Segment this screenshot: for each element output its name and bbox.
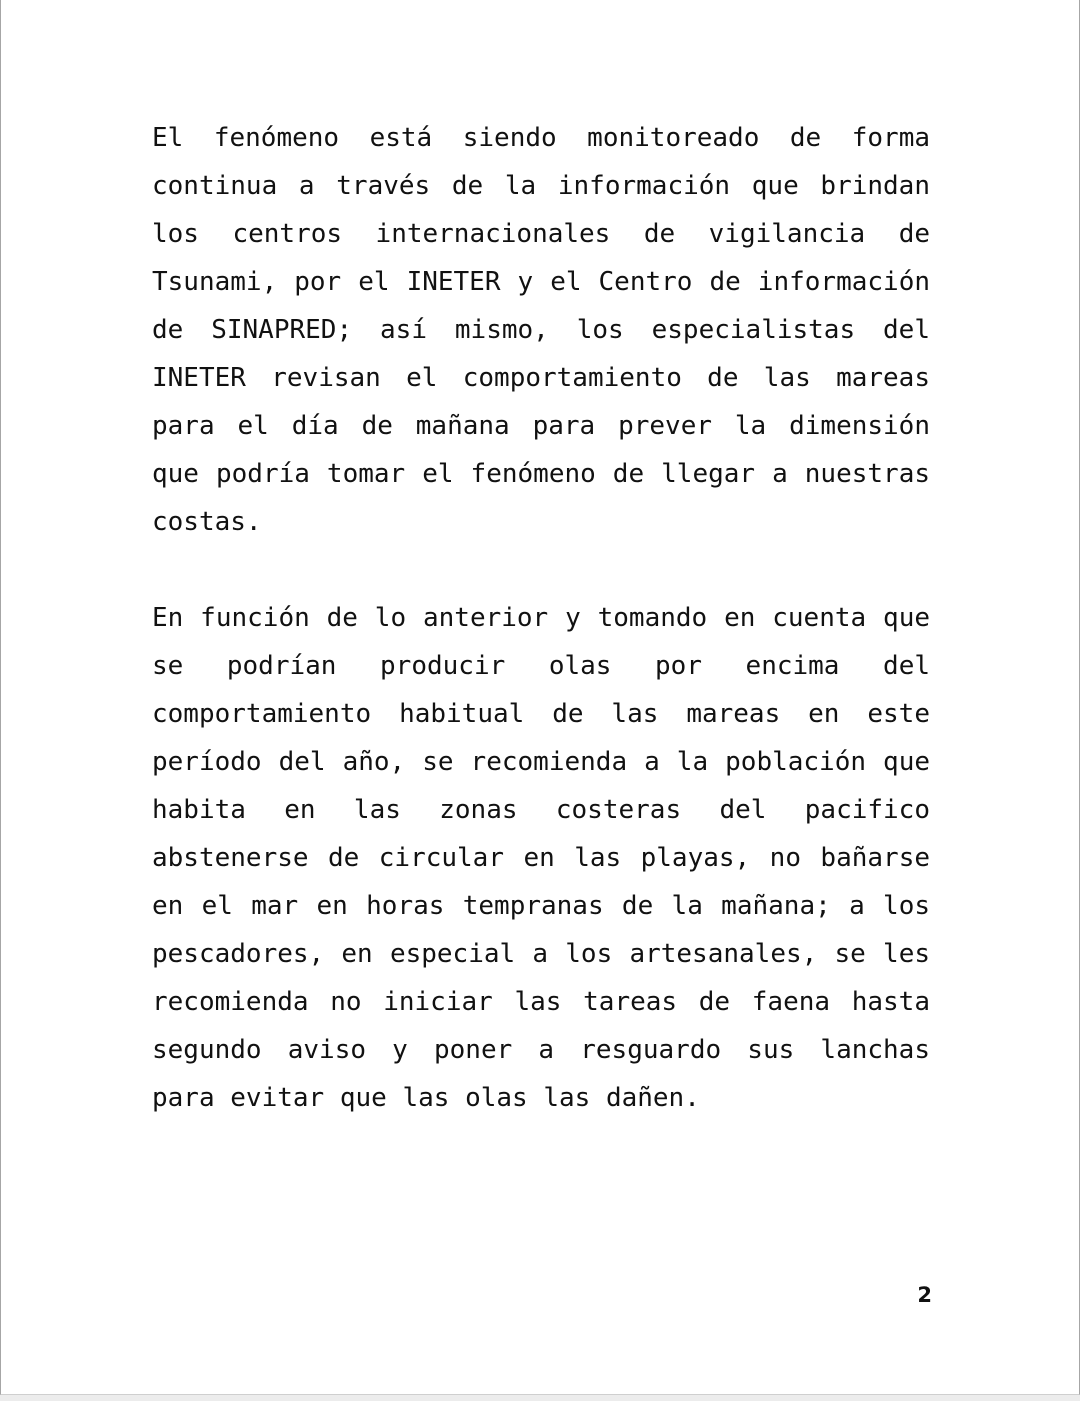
page-number: 2 bbox=[917, 1283, 932, 1307]
paragraph-recommendations: En función de lo anterior y tomando en cuenta que se podrían producir olas por encima del comportamiento habitual de las mareas en este período del año, se recomienda a la población que habita en las zonas costeras del pacifico abstenerse de circular en las playas, no bañarse en el mar en horas tempranas de la mañana; a los pescadores, en especial a los artesanales, se les recomienda no iniciar las tareas de faena hasta segundo aviso y poner a resguardo sus lanchas para evitar que las olas las dañen. bbox=[152, 603, 930, 1113]
paragraph-monitoring: El fenómeno está siendo monitoreado de forma continua a través de la información que brindan los centros internacionales de vigilancia de Tsunami, por el INETER y el Centro de información de SINAPRED; así mismo, los especialistas del INETER revisan el comportamiento de las mareas para el día de mañana para prever la dimensión que podría tomar el fenómeno de llegar a nuestras costas. bbox=[152, 123, 930, 537]
document-body bbox=[152, 114, 930, 1170]
